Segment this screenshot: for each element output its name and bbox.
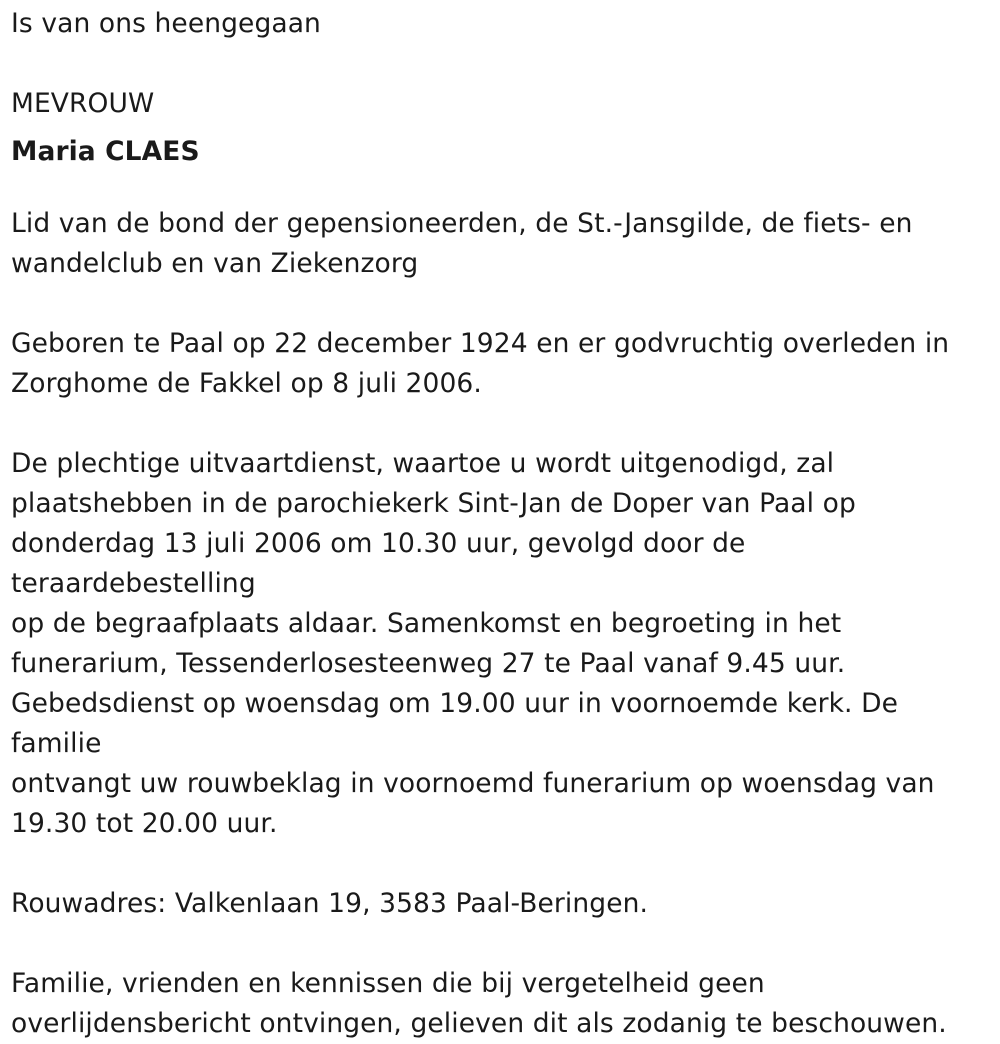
funeral-paragraph: De plechtige uitvaartdienst, waartoe u wordt uitgenodigd, zal plaatshebben in de parochiekerk Sint-Jan de Doper van Paal op donderdag 13 juli 2006 om 10.30 uur, gevolgd door de teraardebestelling op de begraafplaats aldaar. Samenkomst en begroeting in het funerarium, Tessenderlosesteenweg 27 te Paal vanaf 9.45 uur. Gebedsdienst op woensdag om 19.00 uur in voornoemde kerk. De familie ontvangt uw rouwbeklag in voornoemd funerarium op woensdag van 19.30 tot 20.00 uur. (11, 448, 935, 839)
intro-text: Is van ons heengegaan (11, 8, 321, 39)
closing-paragraph: Familie, vrienden en kennissen die bij vergetelheid geen overlijdensbericht ontvingen, gelieven dit als zodanig te beschouwen. (11, 968, 947, 1039)
birth-death-paragraph: Geboren te Paal op 22 december 1924 en er godvruchtig overleden in Zorghome de Fakkel op 8 juli 2006. (11, 328, 950, 399)
deceased-name: Maria CLAES (11, 136, 200, 167)
address-paragraph: Rouwadres: Valkenlaan 19, 3583 Paal-Beringen. (11, 888, 649, 919)
membership-paragraph: Lid van de bond der gepensioneerden, de St.-Jansgilde, de fiets- en wandelclub en van Ziekenzorg (11, 208, 913, 279)
title-text: MEVROUW (11, 88, 155, 119)
